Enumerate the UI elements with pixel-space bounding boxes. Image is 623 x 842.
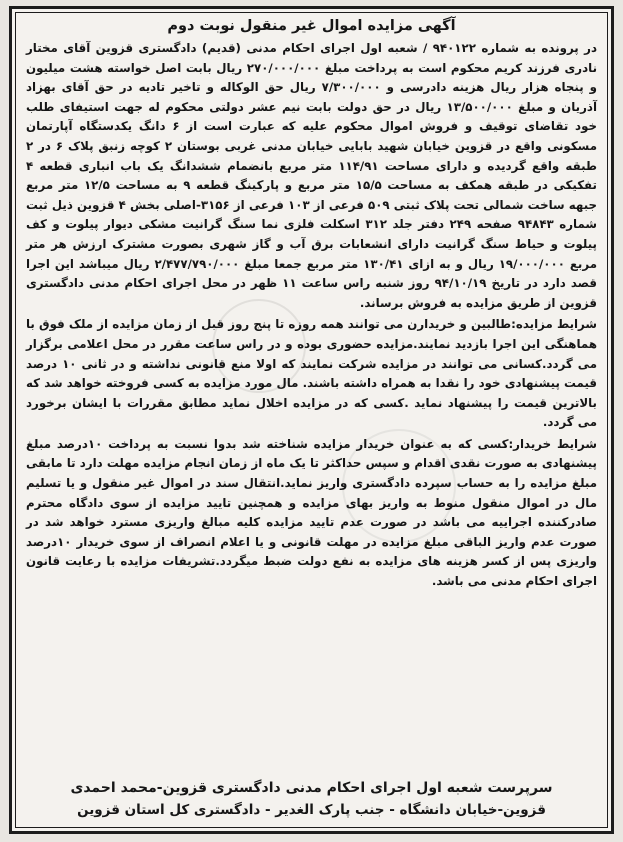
- buyer-conditions-paragraph: شرایط خریدار:کسی که به عنوان خریدار مزایده شناخته شد بدوا نسبت به پرداخت ۱۰درصد مبلغ پیشنهادی به صورت نقدی اقدام و سپس حداکثر تا یک ماه از زمان انجام مزایده مهلت دارد تا مابقی مبلغ مزایده را به حساب سپرده دادگستری واریز نماید.انتقال سند در اموال غیر منقول و یا تسلیم مال در اموال منقول منوط به واریز بهای مزایده و همچنین تایید مزایده از سوی دادگاه محترم صادرکننده اجراییه می باشد در صورت عدم تایید مزایده کلیه مبالغ واریزی مسترد خواهد شد در صورت عدم واریز الباقی مبلغ مزایده در مهلت قانونی و یا اعلام انصراف از سوی خریدار ۱۰درصد واریزی پس از کسر هزینه های مزایده به نفع دولت ضبط میگردد.تشریفات مزایده با رعایت قانون اجرای احکام مدنی می باشد.: [26, 436, 597, 589]
- signature-line-address: قزوین-خیابان دانشگاه - جنب پارک الغدیر - دادگستری کل استان قزوین: [77, 802, 546, 818]
- notice-frame: [9, 6, 614, 834]
- signature-line-officer: سرپرست شعبه اول اجرای احکام مدنی دادگستری قزوین-محمد احمدی: [70, 780, 553, 796]
- notice-signature: [26, 777, 597, 821]
- notice-main-paragraph: در پرونده به شماره ۹۴۰۱۲۲ / شعبه اول اجرای احکام مدنی (قدیم) دادگستری قزوین آقای مختار نادری فرزند کریم محکوم است به پرداخت مبلغ ۲۷۰/۰۰۰/۰۰۰ ریال بابت اصل خواسته هشت میلیون و پنجاه هزار ریال هزینه دادرسی و ۷/۳۰۰/۰۰۰ ریال حق الوکاله و تاخیر تادیه در حق آقای بهزاد آذریان و مبلغ ۱۳/۵۰۰/۰۰۰ ریال در حق دولت بابت نیم عشر دولتی محکوم له جهت استیفای طلب خود تقاضای توقیف و فروش اموال محکوم علیه که عبارت است از ۶ دانگ یکدستگاه آپارتمان مسکونی واقع در قزوین خیابان شهید بابایی خیابان مدنی غربی بوستان ۲ کوچه زنبق پلاک ۶ در ۲ طبقه واقع گردیده و دارای مساحت ۱۱۴/۹۱ متر مربع بانضمام ششدانگ یک باب انباری قطعه ۴ تفکیکی در طبقه همکف به مساحت ۱۵/۵ متر مربع و پارکینگ قطعه ۹ به مساحت ۱۲/۵ متر مربع جبهه ساخت شمالی تحت پلاک ثبتی ۵۰۹ فرعی از ۱۰۳ فرعی از ۳۱۵۶-اصلی بخش ۴ قزوین ذیل ثبت شماره ۹۴۸۴۳ صفحه ۲۴۹ دفتر جلد ۳۱۲ اسکلت فلزی نما سنگ گرانیت مشکی دیوار پیلوت و کف پیلوت و حیاط سنگ گرانیت دارای انشعابات برق آب و گاز شهری بصورت مشترک ارزش هر متر مربع ۱۹/۰۰۰/۰۰۰ ریال و به ازای ۱۳۰/۴۱ متر مربع جمعا مبلغ ۲/۴۷۷/۷۹۰/۰۰۰ ریال میباشد این اجرا قصد دارد در تاریخ ۹۴/۱۰/۱۹ روز شنبه راس ساعت ۱۱ ظهر در محل اجرای احکام مدنی دادگستری قزوین از طریق مزایده به فروش برساند.: [26, 41, 598, 310]
- notice-title: آگهی مزایده اموال غیر منقول نوبت دوم: [167, 18, 456, 34]
- auction-conditions-paragraph: شرایط مزایده:طالبین و خریدارن می توانند همه روزه تا پنج روز قبل از زمان مزایده از ملک فوق با هماهنگی این اجرا بازدید نمایند.مزایده حضوری بوده و در راس ساعت مقرر در محل اعلامی برگزار می گردد.کسانی می توانند در مزایده شرکت نمایند که اولا منع قانونی نداشته و در ثانی ۱۰ درصد قیمت پیشنهادی خود را نقدا به همراه داشته باشند. مال مورد مزایده به کسی فروخته خواهد شد که بالاترین قیمت را پیشنهاد نماید .کسی که در مزایده اخلال نماید مطابق مقررات با ایشان برخورد می گردد.: [26, 317, 597, 430]
